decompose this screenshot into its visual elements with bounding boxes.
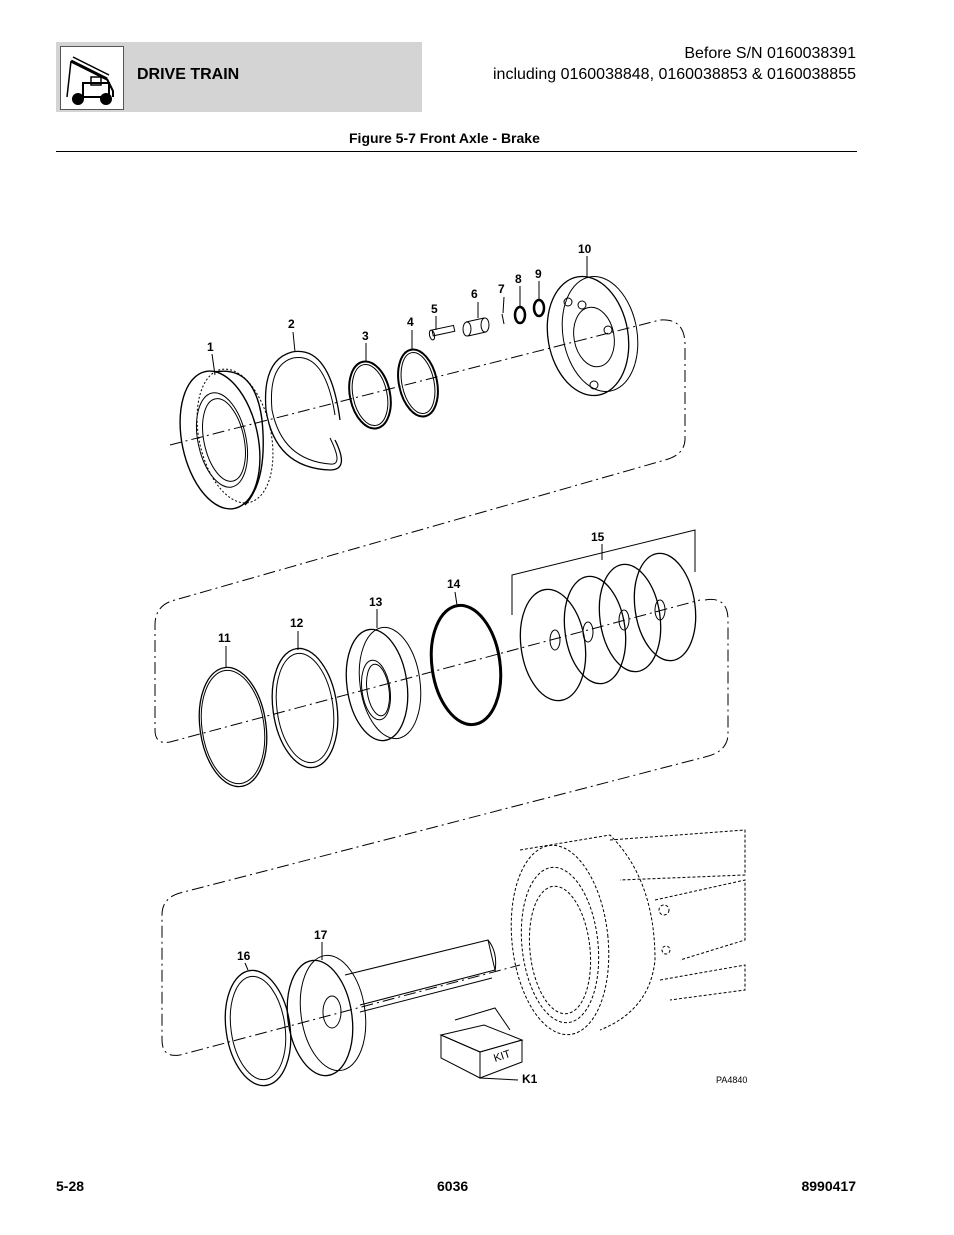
callout-12: 12	[290, 616, 304, 630]
axle-housing-outline	[502, 830, 745, 1039]
callout-10: 10	[578, 242, 592, 256]
callout-leaders	[212, 256, 602, 970]
part-6-bushing	[463, 318, 489, 336]
part-11-ring	[192, 663, 274, 791]
callout-13: 13	[369, 595, 383, 609]
callout-9: 9	[535, 267, 542, 281]
part-13-piston	[339, 623, 427, 744]
kit-box-icon	[441, 1008, 522, 1080]
callout-2: 2	[288, 317, 295, 331]
callout-5: 5	[431, 302, 438, 316]
part-15-brake-discs	[514, 549, 703, 705]
drawing-reference: PA4840	[716, 1075, 748, 1085]
callout-11: 11	[218, 631, 231, 645]
part-4-ring	[392, 346, 443, 420]
page-number: 5-28	[56, 1178, 85, 1194]
part-9-o-ring	[534, 300, 544, 316]
callout-4: 4	[407, 315, 414, 329]
callout-7: 7	[498, 282, 505, 296]
kit-label: KIT	[492, 1048, 513, 1065]
part-7-pin	[502, 314, 504, 324]
part-5-bolt	[429, 325, 455, 340]
callout-14: 14	[447, 577, 461, 591]
serial-line-1: Before S/N 0160038391	[684, 45, 856, 62]
model-number: 6036	[437, 1178, 469, 1194]
section-title: DRIVE TRAIN	[137, 66, 240, 83]
callout-17: 17	[314, 928, 328, 942]
callout-3: 3	[362, 329, 369, 343]
callout-16: 16	[237, 949, 251, 963]
part-8-o-ring	[515, 307, 525, 323]
part-3-ring	[343, 358, 396, 433]
manual-number: 8990417	[801, 1178, 856, 1194]
callout-k1: K1	[522, 1072, 538, 1086]
callout-1: 1	[207, 340, 214, 354]
part-10-housing-plate	[538, 270, 646, 402]
figure-title: Figure 5-7 Front Axle - Brake	[349, 130, 540, 146]
callout-6: 6	[471, 287, 478, 301]
part-17-shaft	[280, 940, 495, 1080]
part-16-washer	[218, 966, 298, 1090]
serial-line-2: including 0160038848, 0160038853 & 0160038855	[492, 66, 856, 83]
callout-15: 15	[591, 530, 605, 544]
assembly-centerline-upper	[155, 320, 700, 743]
part-14-seal	[424, 601, 508, 729]
callout-8: 8	[515, 272, 522, 286]
